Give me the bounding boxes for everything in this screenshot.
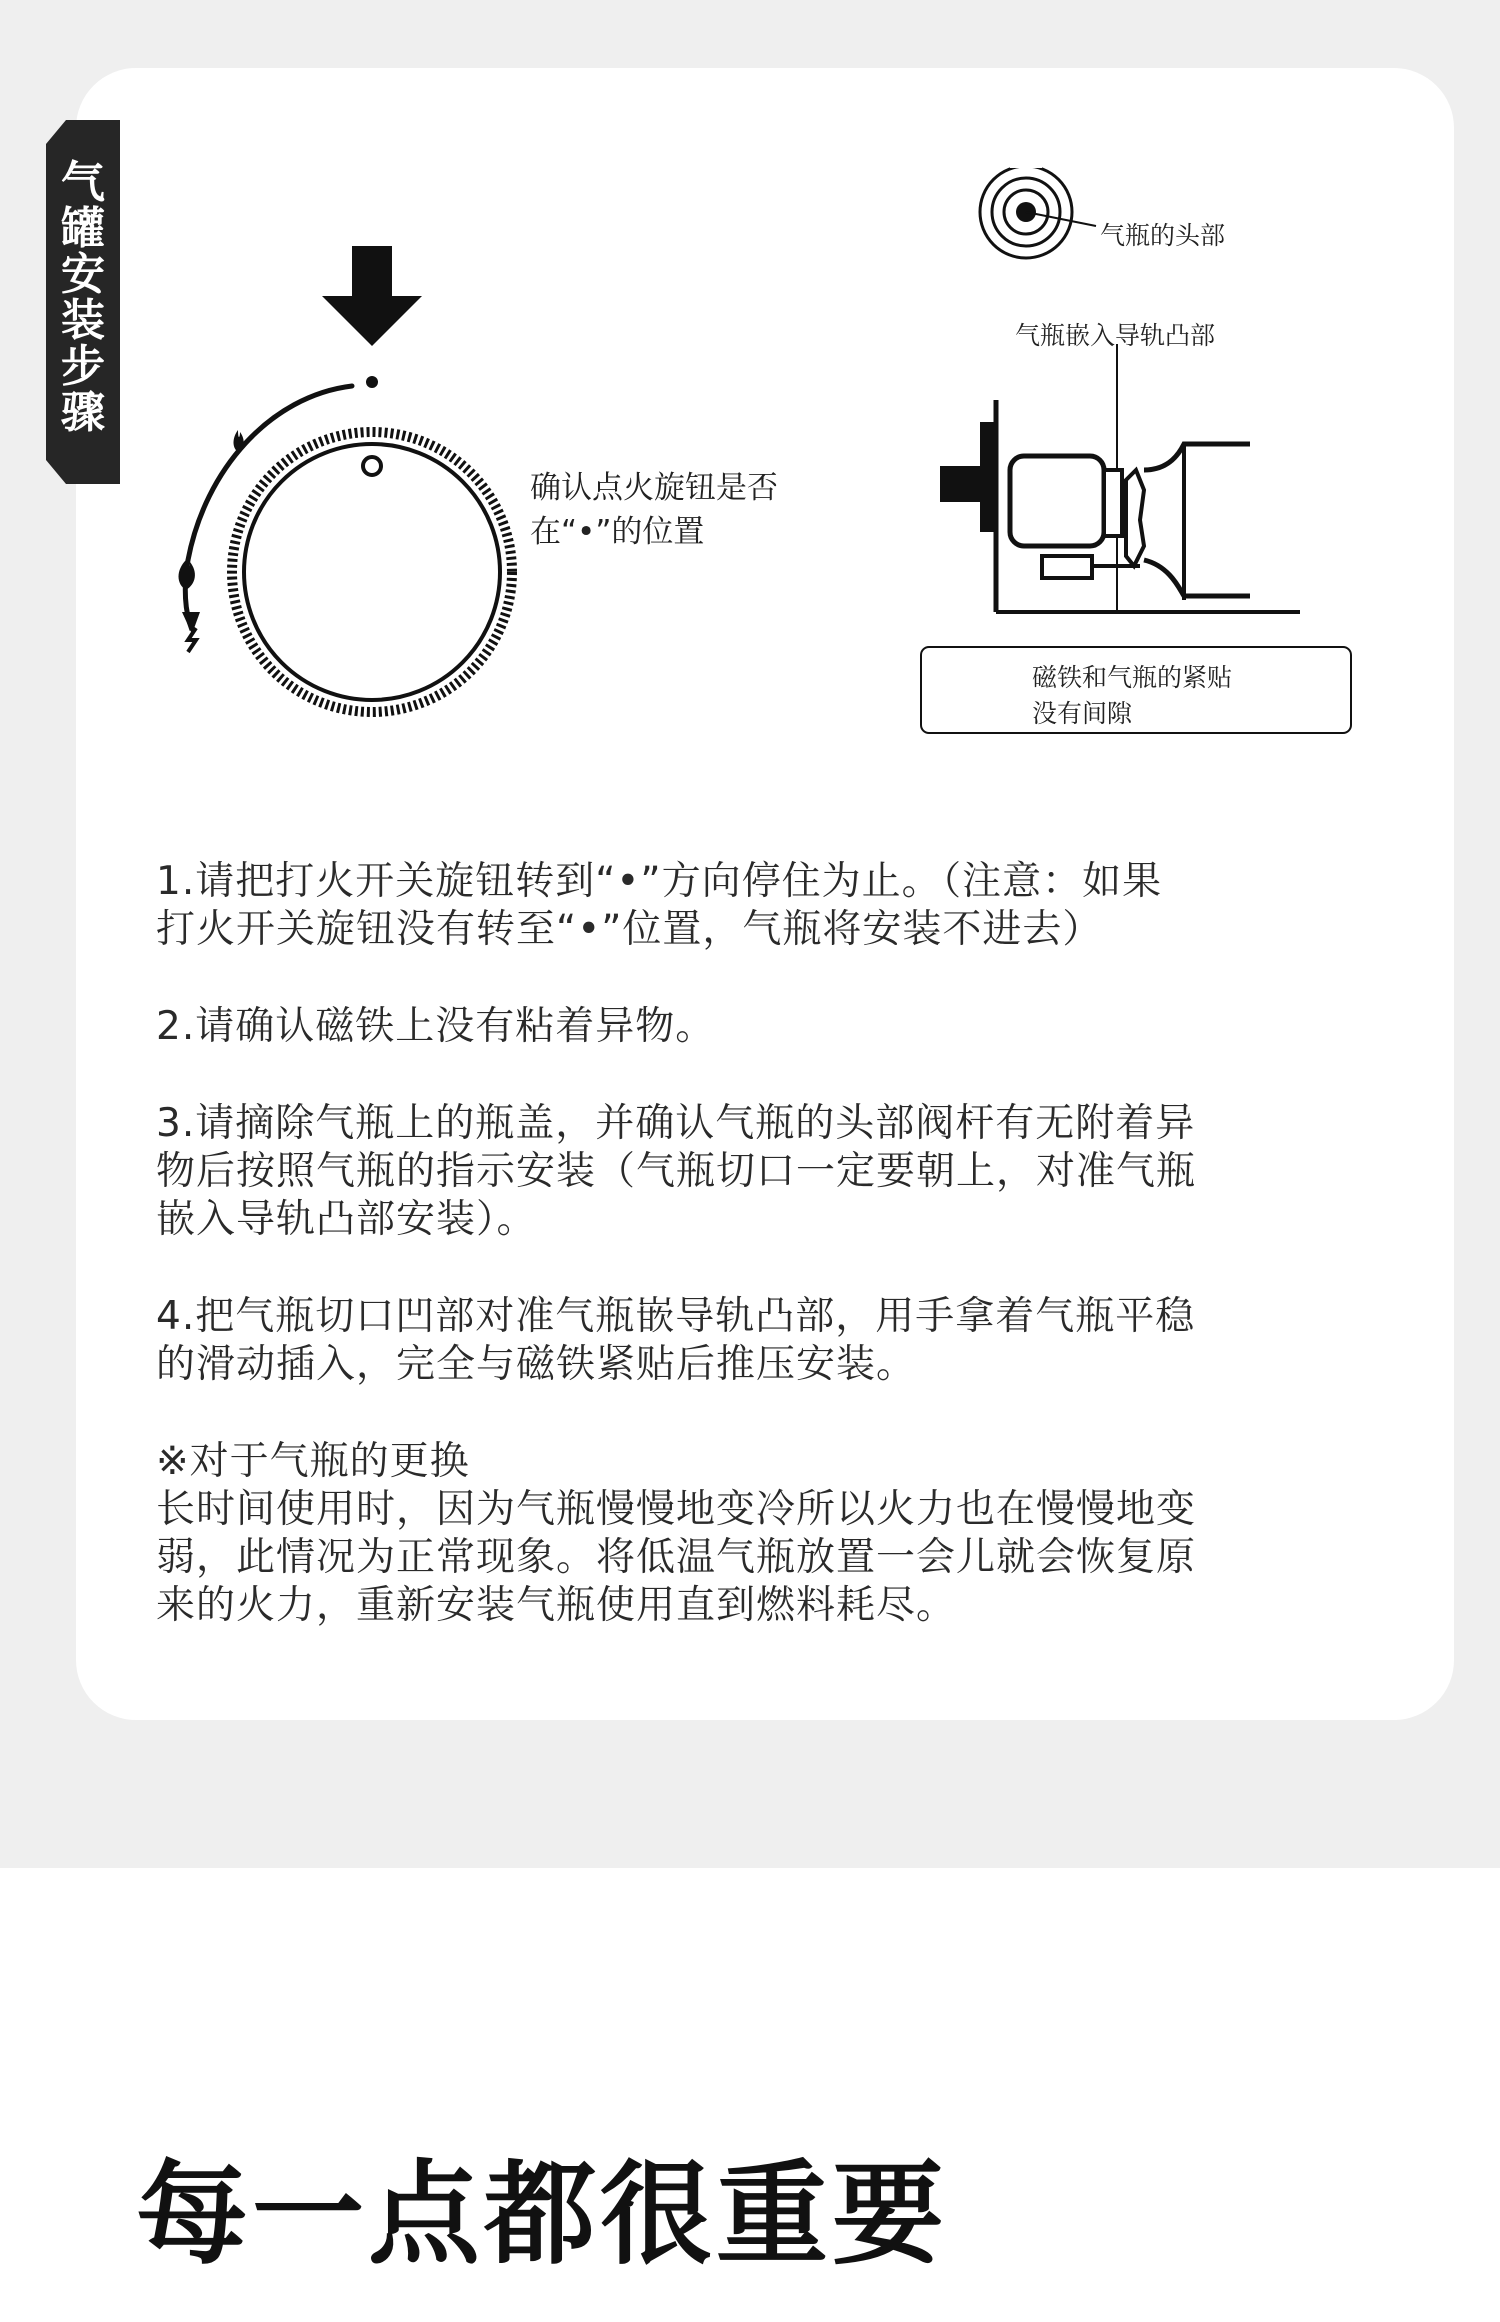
instruction-line: 2.请确认磁铁上没有粘着异物。 [156, 1004, 716, 1049]
cylinder-cross-section [940, 344, 1300, 612]
tab-char: 安 [61, 249, 105, 300]
label-magnet-line: 磁铁和气瓶的紧贴 [1032, 663, 1233, 692]
label-magnet-line: 没有间隙 [1032, 699, 1133, 728]
tab-char: 罐 [61, 203, 105, 254]
instruction-step-2 [156, 1003, 1376, 1051]
instruction-line: 长时间使用时，因为气瓶慢慢地变冷所以火力也在慢慢地变 [156, 1487, 1197, 1532]
instruction-step-3 [156, 1100, 1376, 1244]
instruction-line: 打火开关旋钮没有转至“•”位置，气瓶将安装不进去） [156, 907, 1103, 952]
installation-diagram [0, 0, 1500, 780]
tab-char: 装 [61, 295, 105, 346]
instruction-line: 1.请把打火开关旋钮转到“•”方向停住为止。（注意：如果 [156, 859, 1163, 904]
instruction-step-4 [156, 1293, 1376, 1389]
label-cylinder-head: 气瓶的头部 [1100, 221, 1226, 250]
instruction-line: ※对于气瓶的更换 [156, 1439, 470, 1484]
instruction-line: 弱，此情况为正常现象。将低温气瓶放置一会儿就会恢复原 [156, 1535, 1197, 1580]
down-arrow-icon [322, 246, 422, 346]
arc-arrowhead-icon [182, 612, 200, 634]
tab-char: 骤 [61, 387, 105, 438]
instruction-line: 来的火力，重新安装气瓶使用直到燃料耗尽。 [156, 1583, 957, 1628]
spark-icon [188, 628, 196, 652]
tab-char: 步 [61, 341, 105, 392]
section-headline: 每一点都很重要 [136, 2150, 948, 2280]
instruction-line: 4.把气瓶切口凹部对准气瓶嵌导轨凸部，用手拿着气瓶平稳 [156, 1294, 1196, 1339]
position-dot-icon [366, 376, 378, 388]
instruction-list [156, 858, 1376, 1630]
ignition-knob [232, 432, 512, 712]
label-magnet [1032, 660, 1232, 732]
instruction-line: 的滑动插入，完全与磁铁紧贴后推压安装。 [156, 1342, 917, 1387]
caption-line: 确认点火旋钮是否 [530, 470, 778, 506]
label-rail: 气瓶嵌入导轨凸部 [1015, 321, 1216, 350]
instruction-line: 3.请摘除气瓶上的瓶盖，并确认气瓶的头部阀杆有无附着异 [156, 1101, 1196, 1146]
instruction-line: 嵌入导轨凸部安装）。 [156, 1197, 537, 1242]
caption-line: 在“•”的位置 [530, 514, 705, 550]
cylinder-head-icon [980, 160, 1096, 258]
instruction-line: 物后按照气瓶的指示安装（气瓶切口一定要朝上，对准气瓶 [156, 1149, 1197, 1194]
instruction-step-1 [156, 858, 1376, 954]
knob-caption [530, 466, 778, 554]
tab-char: 气 [61, 157, 105, 208]
replacement-note [156, 1438, 1376, 1630]
